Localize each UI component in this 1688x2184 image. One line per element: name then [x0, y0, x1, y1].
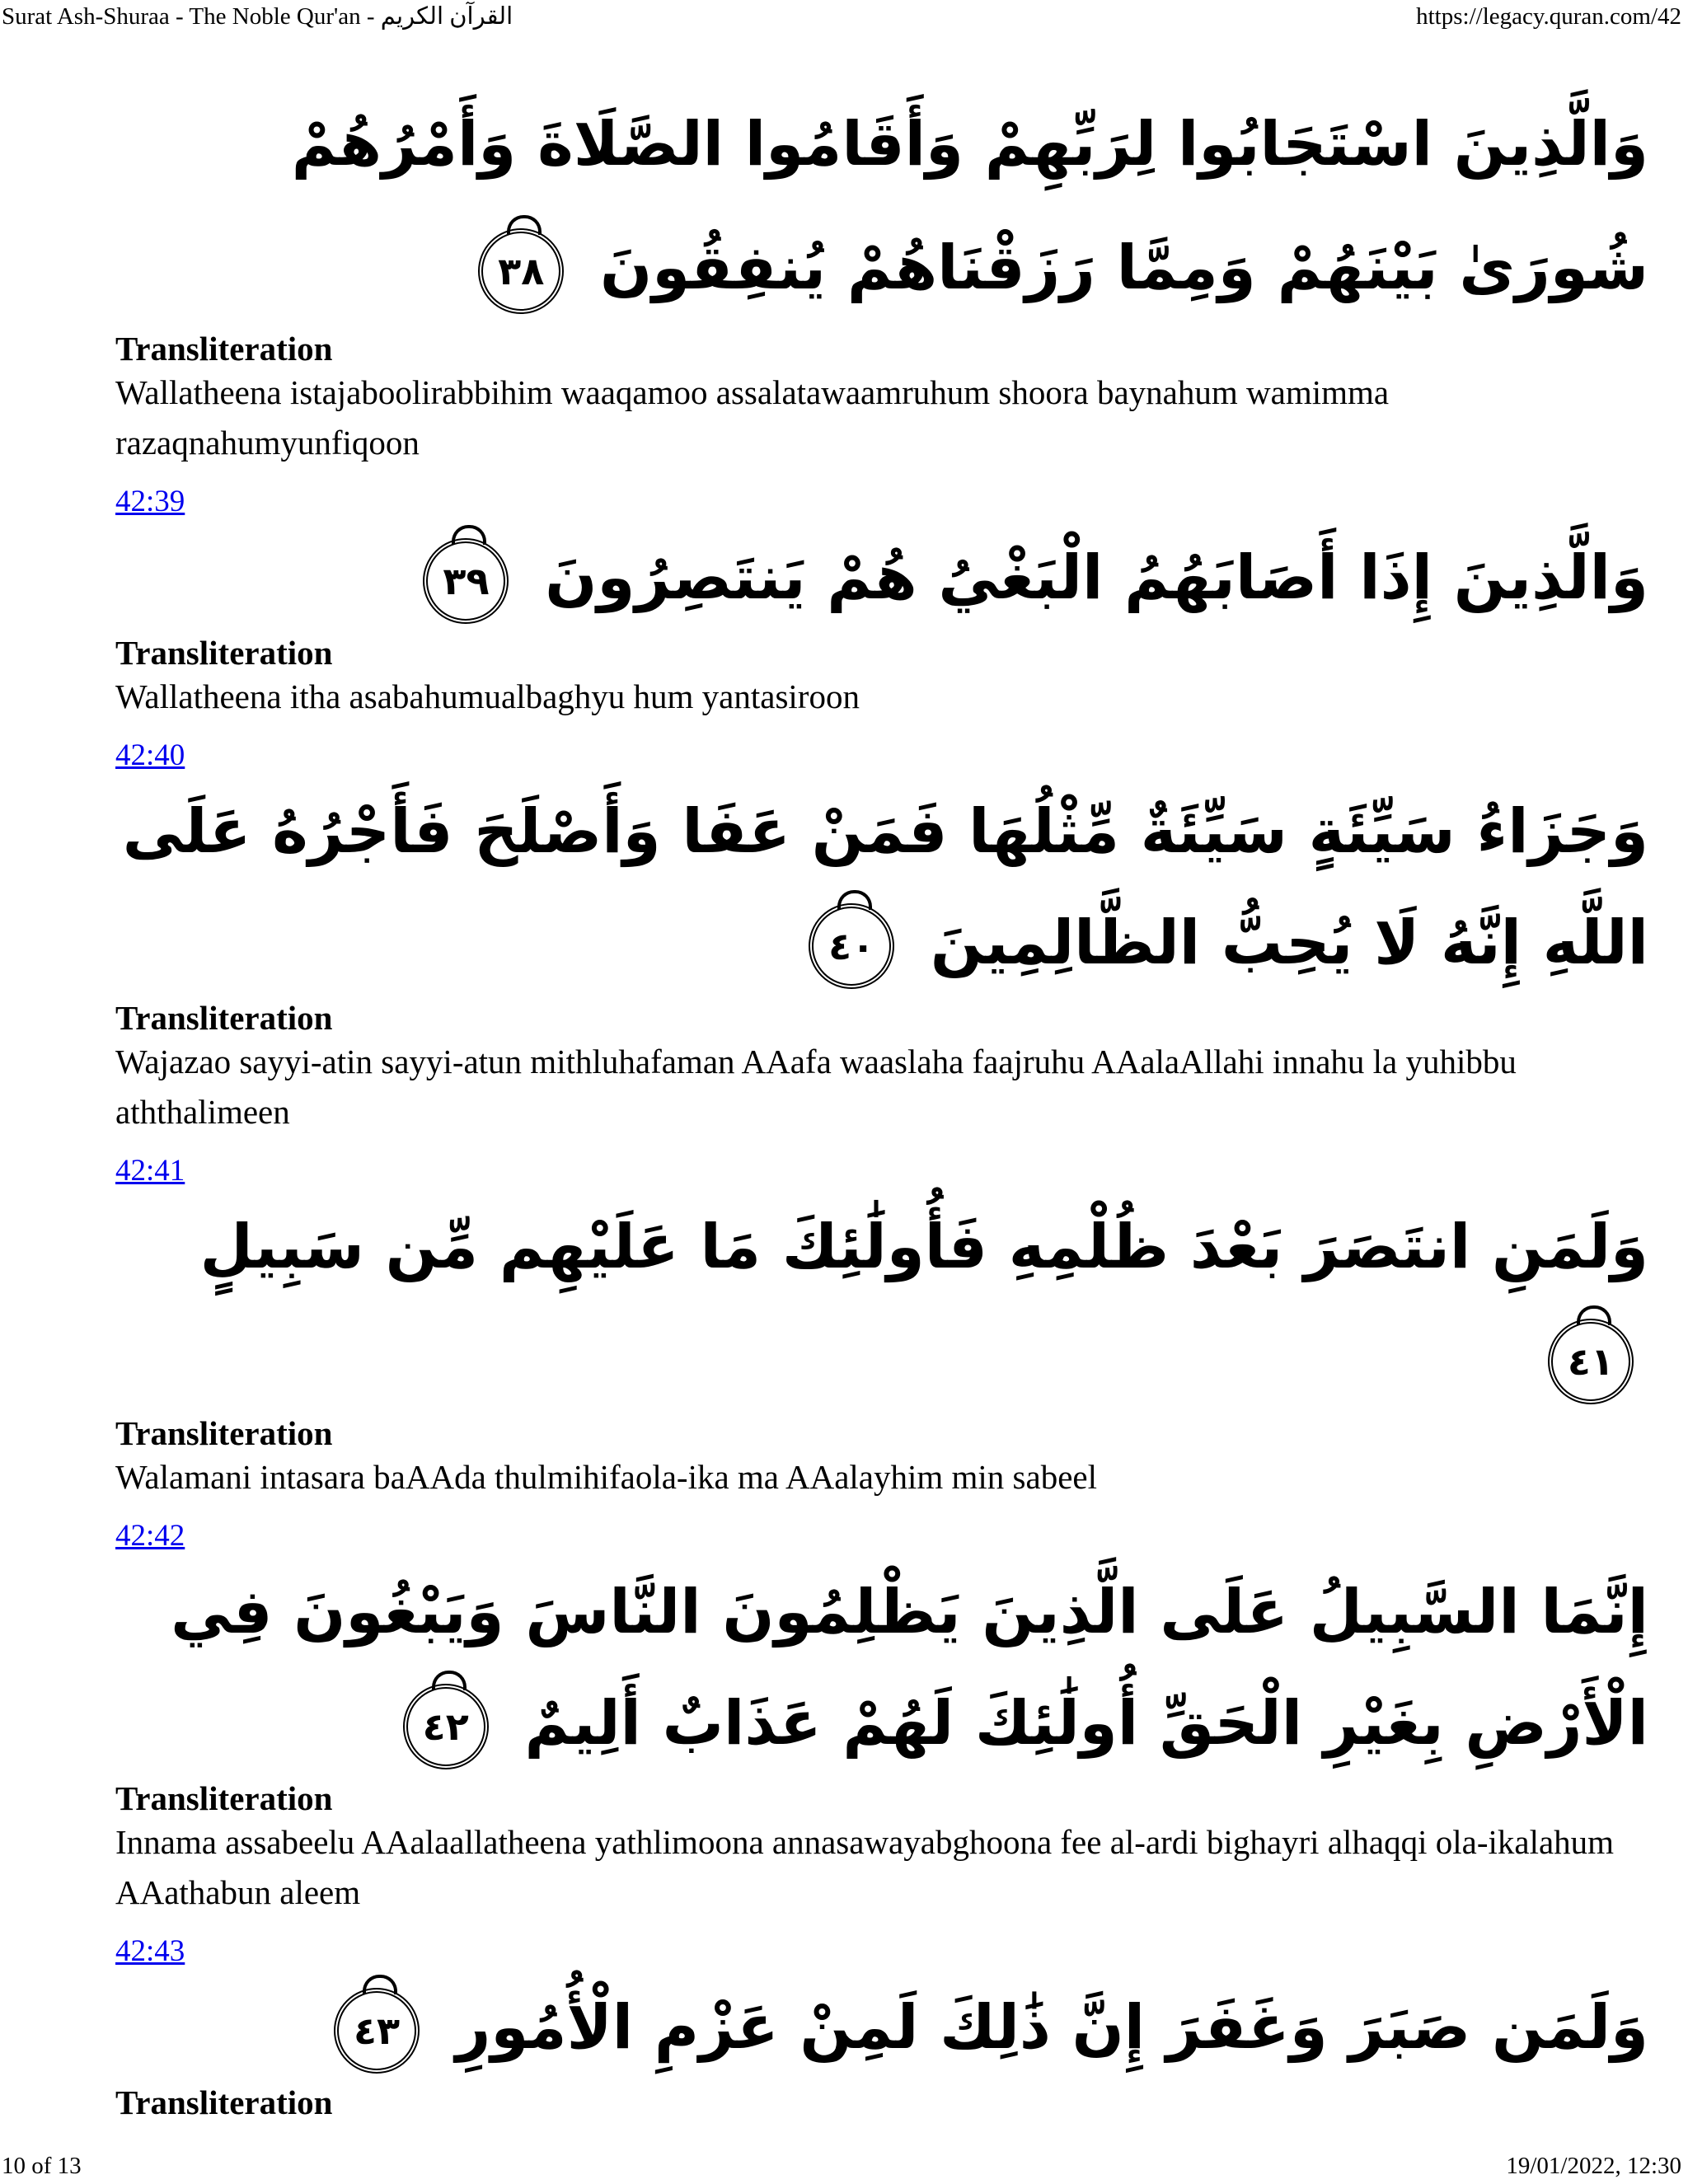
print-footer — [0, 2149, 1688, 2182]
verse-41 — [115, 1151, 1648, 1502]
verse-ref-link[interactable]: 42:42 — [115, 1519, 185, 1553]
ayah-number-marker: ٤٢ — [403, 1684, 489, 1769]
transliteration-label: Transliteration — [115, 1779, 333, 1817]
ayah-number-marker: ٣٩ — [423, 538, 509, 624]
verse-40 — [115, 735, 1648, 1137]
transliteration-text: Wallatheena istajaboolirabbihim waaqamoo assalatawaamruhum shoora baynahum wamimma razaqnahumyunfiqoon — [115, 373, 1390, 462]
arabic-verse-text: وَجَزَاءُ سَيِّئَةٍ سَيِّئَةٌ مِّثْلُهَا فَمَنْ عَفَا وَأَصْلَحَ فَأَجْرُهُ عَلَى اللَّهِ إِنَّهُ لَا يُحِبُّ الظَّالِمِينَ — [122, 796, 1648, 978]
transliteration-label: Transliteration — [115, 634, 333, 672]
ayah-number-marker: ٤٣ — [334, 1988, 420, 2074]
verse-39 — [115, 481, 1648, 722]
arabic-verse-text: وَالَّذِينَ إِذَا أَصَابَهُمُ الْبَغْيُ هُمْ يَنتَصِرُونَ — [545, 542, 1648, 613]
arabic-verse-text: وَلَمَن صَبَرَ وَغَفَرَ إِنَّ ذَٰلِكَ لَمِنْ عَزْمِ الْأُمُورِ — [455, 1992, 1648, 2063]
page-title: Surat Ash-Shuraa - The Noble Qur'an - القرآن الكريم — [2, 3, 513, 30]
transliteration-label: Transliteration — [115, 1414, 333, 1452]
verse-38 — [115, 82, 1648, 468]
transliteration-text: Wajazao sayyi-atin sayyi-atun mithluhafaman AAafa waaslaha faajruhu AAalaAllahi innahu la yuhibbu aththalimeen — [115, 1043, 1517, 1131]
print-datetime: 19/01/2022, 12:30 — [1506, 2153, 1681, 2179]
transliteration-text: Wallatheena itha asabahumualbaghyu hum yantasiroon — [115, 677, 860, 715]
verse-43 — [115, 1931, 1648, 2121]
transliteration-label: Transliteration — [115, 330, 333, 368]
arabic-text — [115, 1972, 1648, 2083]
verse-ref-link[interactable]: 42:40 — [115, 738, 185, 772]
arabic-verse-text: وَالَّذِينَ اسْتَجَابُوا لِرَبِّهِمْ وَأَقَامُوا الصَّلَاةَ وَأَمْرُهُمْ شُورَىٰ بَيْنَهُمْ وَمِمَّا رَزَقْنَاهُمْ يُنفِقُونَ — [291, 109, 1648, 303]
page-number: 10 of 13 — [2, 2153, 82, 2179]
verse-42 — [115, 1516, 1648, 1918]
verse-ref-link[interactable]: 42:39 — [115, 485, 185, 518]
verse-list — [115, 82, 1648, 2121]
arabic-text — [115, 776, 1648, 999]
transliteration-label: Transliteration — [115, 2083, 333, 2121]
page-url: https://legacy.quran.com/42 — [1416, 3, 1681, 30]
arabic-text — [115, 1557, 1648, 1779]
arabic-verse-text: وَلَمَنِ انتَصَرَ بَعْدَ ظُلْمِهِ فَأُولَٰئِكَ مَا عَلَيْهِم مِّن سَبِيلٍ — [199, 1212, 1648, 1282]
transliteration-text: Innama assabeelu AAalaallatheena yathlimoona annasawayabghoona fee al-ardi bighayri alhaqqi ola-ikalahum AAathabun aleem — [115, 1823, 1615, 1911]
verse-ref-link[interactable]: 42:43 — [115, 1934, 185, 1968]
transliteration-text: Walamani intasara baAAda thulmihifaola-ika ma AAalayhim min sabeel — [115, 1458, 1098, 1496]
arabic-verse-text: إِنَّمَا السَّبِيلُ عَلَى الَّذِينَ يَظْلِمُونَ النَّاسَ وَيَبْغُونَ فِي الْأَرْضِ بِغَيْرِ الْحَقِّ أُولَٰئِكَ لَهُمْ عَذَابٌ أَلِيمٌ — [171, 1577, 1648, 1759]
verse-ref-link[interactable]: 42:41 — [115, 1154, 185, 1188]
arabic-text — [115, 1192, 1648, 1414]
ayah-number-marker: ٤١ — [1548, 1319, 1634, 1404]
arabic-text — [115, 523, 1648, 634]
transliteration-label: Transliteration — [115, 999, 333, 1037]
ayah-number-marker: ٤٠ — [809, 903, 894, 989]
arabic-text — [115, 82, 1648, 330]
ayah-number-marker: ٣٨ — [478, 228, 564, 314]
print-header — [0, 0, 1688, 33]
